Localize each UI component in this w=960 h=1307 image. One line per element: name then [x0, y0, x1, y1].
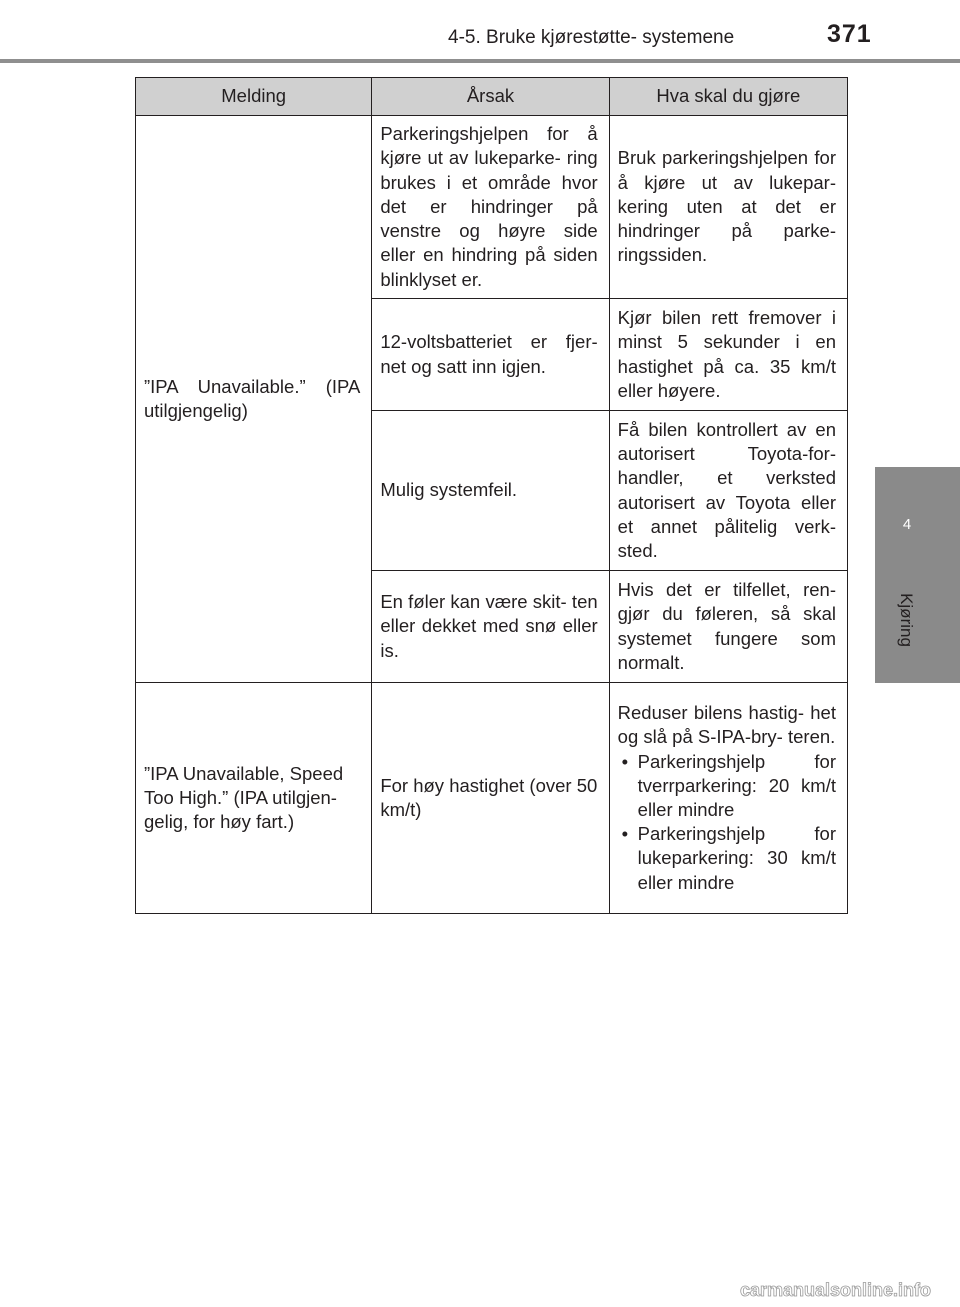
- svg-text:carmanualsonline.info: carmanualsonline.info: [740, 1280, 932, 1300]
- table-row: [136, 116, 848, 299]
- watermark-logo: [740, 1278, 955, 1302]
- table-header-row: [136, 78, 848, 116]
- message-cell: ”IPA Unavailable, Speed Too High.” (IPA utilgjen- gelig, for høy fart.): [136, 683, 372, 914]
- action-cell: Kjør bilen rett fremover i minst 5 sekunder i en hastighet på ca. 35 km/t eller høyere.: [609, 299, 847, 411]
- chapter-label-wrap: [876, 560, 936, 680]
- list-item: • Parkeringshjelp for lukeparkering: 30 km/t eller mindre: [618, 822, 836, 895]
- header-message: Melding: [136, 78, 372, 116]
- cause-cell: 12-voltsbatteriet er fjer- net og satt inn igjen.: [372, 299, 609, 411]
- action-bullet-list: [618, 750, 836, 895]
- header-rule: [0, 59, 960, 63]
- message-table: [135, 77, 848, 914]
- message-cell: ”IPA Unavailable.” (IPA utilgjengelig): [136, 116, 372, 683]
- chapter-label: Kjøring: [897, 593, 916, 647]
- header-cause: Årsak: [372, 78, 609, 116]
- header-action: Hva skal du gjøre: [609, 78, 847, 116]
- section-title: 4-5. Bruke kjørestøtte- systemene: [448, 27, 735, 48]
- action-cell: Få bilen kontrollert av en autorisert Toyota-for- handler, et verksted autorisert av Toyota eller et annet pålitelig verk- sted.: [609, 411, 847, 571]
- cause-cell: En føler kan være skit- ten eller dekket med snø eller is.: [372, 571, 609, 683]
- list-item: • Parkeringshjelp for tverrparkering: 20 km/t eller mindre: [618, 750, 836, 823]
- action-intro: Reduser bilens hastig- het og slå på S-IPA-bry- teren.: [617, 702, 836, 748]
- cause-cell: Mulig systemfeil.: [372, 411, 609, 571]
- table-row: [136, 683, 848, 914]
- action-cell: [609, 683, 847, 914]
- chapter-number: 4: [902, 516, 912, 533]
- cause-cell: For høy hastighet (over 50 km/t): [372, 683, 609, 914]
- page-number: 371: [827, 20, 872, 48]
- cause-cell: Parkeringshjelpen for å kjøre ut av lukeparke- ring brukes i et område hvor det er hindringer på venstre og høyre side eller en hindring på siden blinklyset er.: [372, 116, 609, 299]
- action-cell: Hvis det er tilfellet, ren- gjør du føleren, så skal systemet fungere som normalt.: [609, 571, 847, 683]
- action-cell: Bruk parkeringshjelpen for å kjøre ut av lukepar- kering uten at det er hindringer på parke- ringssiden.: [609, 116, 847, 299]
